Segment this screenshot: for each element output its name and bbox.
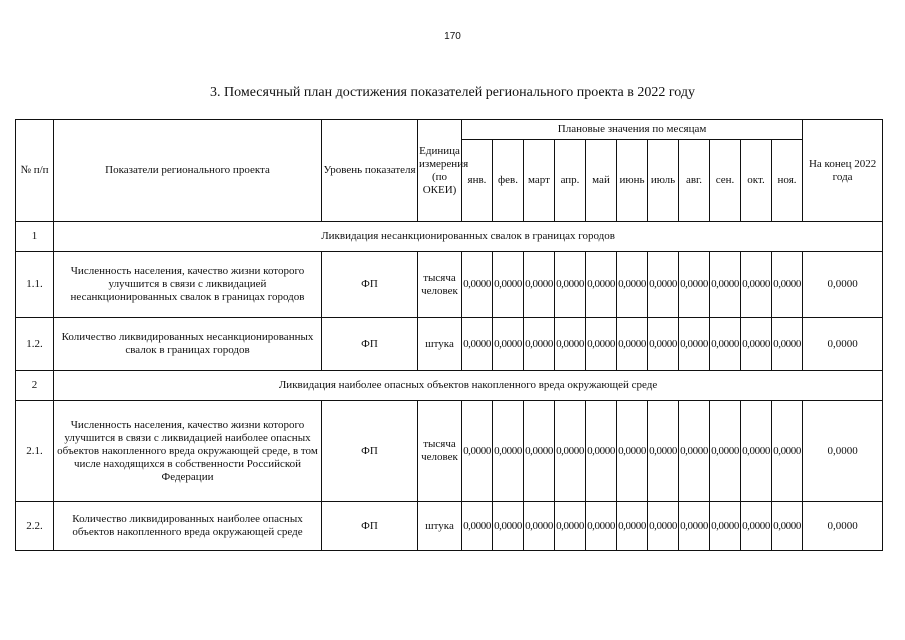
header-month: фев. — [493, 140, 524, 222]
row-month-value: 0,0000 — [741, 318, 772, 371]
row-month-value: 0,0000 — [648, 252, 679, 318]
row-year-end: 0,0000 — [803, 252, 883, 318]
row-unit: штука — [418, 318, 462, 371]
row-month-value: 0,0000 — [555, 401, 586, 502]
row-level: ФП — [322, 502, 418, 551]
page-number: 170 — [444, 31, 461, 42]
row-level: ФП — [322, 401, 418, 502]
row-month-value: 0,0000 — [555, 318, 586, 371]
row-year-end: 0,0000 — [803, 318, 883, 371]
row-indicator: Численность населения, качество жизни которого улучшится в связи с ликвидацией наиболее опасных объектов накопленного вреда окружающей среде, в том числе находящихся в собственности Российской Федерации — [54, 401, 322, 502]
table-row — [16, 318, 883, 371]
row-month-value: 0,0000 — [772, 318, 803, 371]
row-unit: тысяча человек — [418, 401, 462, 502]
row-month-value: 0,0000 — [617, 502, 648, 551]
row-indicator: Количество ликвидированных наиболее опасных объектов накопленного вреда окружающей среде — [54, 502, 322, 551]
row-month-value: 0,0000 — [493, 401, 524, 502]
header-month: июнь — [617, 140, 648, 222]
row-year-end: 0,0000 — [803, 502, 883, 551]
row-month-value: 0,0000 — [679, 401, 710, 502]
header-level: Уровень показателя — [322, 120, 418, 222]
header-monthly-group: Плановые значения по месяцам — [462, 120, 803, 140]
section-num: 1 — [16, 222, 54, 252]
section-title: Ликвидация наиболее опасных объектов накопленного вреда окружающей среде — [54, 371, 883, 401]
section-row — [16, 371, 883, 401]
monthly-plan-table — [15, 119, 883, 551]
header-month: ноя. — [772, 140, 803, 222]
section-row — [16, 222, 883, 252]
section-title: Ликвидация несанкционированных свалок в границах городов — [54, 222, 883, 252]
row-month-value: 0,0000 — [617, 252, 648, 318]
row-month-value: 0,0000 — [524, 318, 555, 371]
header-unit: Единица измерения (по ОКЕИ) — [418, 120, 462, 222]
row-month-value: 0,0000 — [586, 318, 617, 371]
row-month-value: 0,0000 — [555, 502, 586, 551]
row-month-value: 0,0000 — [493, 318, 524, 371]
row-level: ФП — [322, 318, 418, 371]
row-month-value: 0,0000 — [741, 401, 772, 502]
row-month-value: 0,0000 — [493, 502, 524, 551]
row-month-value: 0,0000 — [679, 252, 710, 318]
row-month-value: 0,0000 — [710, 401, 741, 502]
header-month: июль — [648, 140, 679, 222]
row-month-value: 0,0000 — [679, 318, 710, 371]
row-month-value: 0,0000 — [772, 401, 803, 502]
row-month-value: 0,0000 — [648, 401, 679, 502]
row-month-value: 0,0000 — [648, 502, 679, 551]
row-month-value: 0,0000 — [524, 252, 555, 318]
header-month: окт. — [741, 140, 772, 222]
header-year-end: На конец 2022 года — [803, 120, 883, 222]
row-month-value: 0,0000 — [524, 401, 555, 502]
header-month: май — [586, 140, 617, 222]
row-month-value: 0,0000 — [710, 252, 741, 318]
row-num: 1.2. — [16, 318, 54, 371]
row-month-value: 0,0000 — [462, 318, 493, 371]
row-month-value: 0,0000 — [679, 502, 710, 551]
row-month-value: 0,0000 — [710, 502, 741, 551]
row-month-value: 0,0000 — [462, 252, 493, 318]
header-month: авг. — [679, 140, 710, 222]
header-indicator: Показатели регионального проекта — [54, 120, 322, 222]
row-month-value: 0,0000 — [772, 252, 803, 318]
row-month-value: 0,0000 — [741, 502, 772, 551]
header-month: март — [524, 140, 555, 222]
header-month: сен. — [710, 140, 741, 222]
row-month-value: 0,0000 — [617, 401, 648, 502]
row-level: ФП — [322, 252, 418, 318]
row-month-value: 0,0000 — [741, 252, 772, 318]
table-row — [16, 502, 883, 551]
row-indicator: Количество ликвидированных несанкционированных свалок в границах городов — [54, 318, 322, 371]
section-num: 2 — [16, 371, 54, 401]
row-unit: тысяча человек — [418, 252, 462, 318]
row-month-value: 0,0000 — [648, 318, 679, 371]
row-month-value: 0,0000 — [586, 502, 617, 551]
table-row — [16, 401, 883, 502]
row-month-value: 0,0000 — [493, 252, 524, 318]
row-month-value: 0,0000 — [772, 502, 803, 551]
row-month-value: 0,0000 — [524, 502, 555, 551]
row-month-value: 0,0000 — [586, 401, 617, 502]
row-num: 1.1. — [16, 252, 54, 318]
table-row — [16, 252, 883, 318]
row-month-value: 0,0000 — [555, 252, 586, 318]
row-month-value: 0,0000 — [617, 318, 648, 371]
header-row — [16, 120, 883, 140]
row-indicator: Численность населения, качество жизни которого улучшится в связи с ликвидацией несанкционированных свалок в границах городов — [54, 252, 322, 318]
header-month: апр. — [555, 140, 586, 222]
header-month: янв. — [462, 140, 493, 222]
row-month-value: 0,0000 — [710, 318, 741, 371]
row-unit: штука — [418, 502, 462, 551]
header-num: № п/п — [16, 120, 54, 222]
row-year-end: 0,0000 — [803, 401, 883, 502]
row-month-value: 0,0000 — [586, 252, 617, 318]
row-month-value: 0,0000 — [462, 502, 493, 551]
row-month-value: 0,0000 — [462, 401, 493, 502]
row-num: 2.1. — [16, 401, 54, 502]
page-title: 3. Помесячный план достижения показателей регионального проекта в 2022 году — [210, 85, 695, 100]
row-num: 2.2. — [16, 502, 54, 551]
